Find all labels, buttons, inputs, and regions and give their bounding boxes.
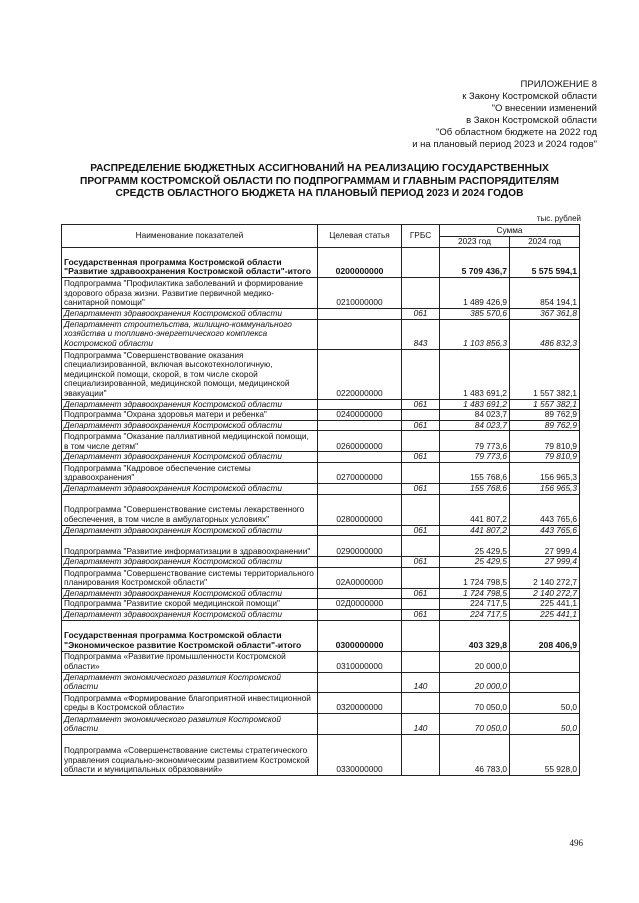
- cell-name: Департамент строительства, жилищно-коммунального хозяйства и топливно-энергетического комплекса Костромской области: [62, 319, 318, 349]
- cell-sum-2024: [510, 672, 580, 692]
- cell-grbs: 061: [402, 609, 440, 620]
- cell-target-code: 02Д0000000: [318, 599, 402, 610]
- cell-sum-2023: 84 023,7: [440, 410, 510, 421]
- cell-sum-2023: 25 429,5: [440, 536, 510, 557]
- cell-grbs: 061: [402, 452, 440, 463]
- cell-name: Подпрограмма "Оказание паллиативной медицинской помощи, в том числе детям": [62, 431, 318, 452]
- cell-target-code: [318, 609, 402, 620]
- cell-grbs: 061: [402, 483, 440, 494]
- page-number: 496: [569, 838, 583, 848]
- cell-name: Государственная программа Костромской области "Развитие здравоохранения Костромской области"-итого: [62, 248, 318, 278]
- subprogram-row: [62, 651, 580, 672]
- appendix-line: в Закон Костромской области: [466, 115, 597, 126]
- cell-name: Подпрограмма "Охрана здоровья матери и ребенка": [62, 410, 318, 421]
- appendix-line: "Об областном бюджете на 2022 год: [436, 127, 597, 138]
- cell-grbs: 061: [402, 557, 440, 568]
- cell-name: Подпрограмма «Развитие промышленности Костромской области»: [62, 651, 318, 672]
- cell-grbs: 061: [402, 399, 440, 410]
- subprogram-row: [62, 494, 580, 525]
- cell-grbs: 061: [402, 525, 440, 536]
- cell-name: Подпрограмма "Развитие информатизации в здравоохранении": [62, 536, 318, 557]
- cell-grbs: 061: [402, 309, 440, 320]
- department-row: [62, 713, 580, 734]
- subprogram-row: [62, 692, 580, 713]
- department-row: [62, 420, 580, 431]
- cell-sum-2023: 155 768,6: [440, 462, 510, 483]
- col-header-name: Наименование показателей: [62, 225, 318, 248]
- cell-sum-2024: 2 140 272,7: [510, 588, 580, 599]
- cell-sum-2023: 5 709 436,7: [440, 248, 510, 278]
- cell-sum-2024: 5 575 594,1: [510, 248, 580, 278]
- subprogram-row: [62, 536, 580, 557]
- cell-grbs: [402, 410, 440, 421]
- cell-name: Департамент здравоохранения Костромской области: [62, 309, 318, 320]
- cell-grbs: 140: [402, 672, 440, 692]
- cell-grbs: [402, 599, 440, 610]
- cell-target-code: [318, 309, 402, 320]
- cell-target-code: [318, 713, 402, 734]
- cell-sum-2024: 50,0: [510, 713, 580, 734]
- cell-name: Подпрограмма "Профилактика заболеваний и формирование здорового образа жизни. Развитие первичной медико-санитарной помощи": [62, 278, 318, 309]
- cell-grbs: [402, 494, 440, 525]
- cell-grbs: 061: [402, 420, 440, 431]
- cell-sum-2024: 486 832,3: [510, 319, 580, 349]
- subprogram-row: [62, 567, 580, 588]
- program-row: [62, 248, 580, 278]
- col-header-2024: 2024 год: [510, 237, 580, 248]
- col-header-grbs: ГРБС: [402, 225, 440, 248]
- document-title: [50, 163, 589, 201]
- cell-sum-2024: [510, 651, 580, 672]
- cell-sum-2024: 156 965,3: [510, 483, 580, 494]
- cell-name: Государственная программа Костромской области "Экономическое развитие Костромской области"-итого: [62, 620, 318, 651]
- cell-grbs: [402, 431, 440, 452]
- title-line: ПРОГРАММ КОСТРОМСКОЙ ОБЛАСТИ ПО ПОДПРОГРАММАМ И ГЛАВНЫМ РАСПОРЯДИТЕЛЯМ: [80, 175, 559, 187]
- cell-name: Департамент экономического развития Костромской области: [62, 672, 318, 692]
- cell-target-code: [318, 557, 402, 568]
- cell-grbs: [402, 734, 440, 775]
- subprogram-row: [62, 734, 580, 775]
- cell-target-code: [318, 588, 402, 599]
- cell-target-code: 0240000000: [318, 410, 402, 421]
- department-row: [62, 672, 580, 692]
- cell-grbs: [402, 349, 440, 399]
- department-row: [62, 609, 580, 620]
- cell-grbs: 140: [402, 713, 440, 734]
- cell-sum-2023: 79 773,6: [440, 431, 510, 452]
- cell-sum-2024: 1 557 382,1: [510, 399, 580, 410]
- cell-sum-2023: 441 807,2: [440, 525, 510, 536]
- cell-name: Подпрограмма "Совершенствование системы территориального планирования Костромской области": [62, 567, 318, 588]
- cell-sum-2024: 156 965,3: [510, 462, 580, 483]
- cell-name: Подпрограмма «Совершенствование системы стратегического управления социально-экономическим развитием Костромской области и муниципальных образований»: [62, 734, 318, 775]
- cell-grbs: 061: [402, 588, 440, 599]
- cell-sum-2024: 367 361,8: [510, 309, 580, 320]
- appendix-line: ПРИЛОЖЕНИЕ 8: [520, 79, 597, 90]
- budget-table: [61, 224, 580, 776]
- department-row: [62, 557, 580, 568]
- appendix-line: к Закону Костромской области: [462, 91, 597, 102]
- title-line: РАСПРЕДЕЛЕНИЕ БЮДЖЕТНЫХ АССИГНОВАНИЙ НА РЕАЛИЗАЦИЮ ГОСУДАРСТВЕННЫХ: [90, 163, 549, 174]
- cell-sum-2023: 79 773,6: [440, 452, 510, 463]
- cell-sum-2023: 385 570,6: [440, 309, 510, 320]
- cell-name: Подпрограмма "Совершенствование оказания специализированной, включая высокотехнологичную, медицинской помощи, скорой, в том числе скорой специализированной, медицинской помощи, медицинской эвакуации": [62, 349, 318, 399]
- cell-sum-2024: 89 762,9: [510, 420, 580, 431]
- cell-target-code: 0210000000: [318, 278, 402, 309]
- cell-name: Департамент здравоохранения Костромской области: [62, 609, 318, 620]
- cell-sum-2024: 55 928,0: [510, 734, 580, 775]
- cell-target-code: [318, 399, 402, 410]
- cell-sum-2024: 79 810,9: [510, 431, 580, 452]
- cell-sum-2024: 27 999,4: [510, 557, 580, 568]
- cell-target-code: [318, 672, 402, 692]
- cell-name: Департамент здравоохранения Костромской области: [62, 588, 318, 599]
- department-row: [62, 399, 580, 410]
- cell-name: Департамент здравоохранения Костромской области: [62, 452, 318, 463]
- department-row: [62, 319, 580, 349]
- cell-name: Департамент здравоохранения Костромской области: [62, 483, 318, 494]
- cell-sum-2023: 20 000,0: [440, 672, 510, 692]
- cell-target-code: 0260000000: [318, 431, 402, 452]
- department-row: [62, 483, 580, 494]
- cell-target-code: 0320000000: [318, 692, 402, 713]
- appendix-line: "О внесении изменений: [491, 103, 597, 114]
- cell-sum-2024: 2 140 272,7: [510, 567, 580, 588]
- cell-sum-2023: 403 329,8: [440, 620, 510, 651]
- program-row: [62, 620, 580, 651]
- cell-sum-2024: 50,0: [510, 692, 580, 713]
- cell-grbs: [402, 248, 440, 278]
- cell-target-code: 02А0000000: [318, 567, 402, 588]
- cell-sum-2023: 441 807,2: [440, 494, 510, 525]
- department-row: [62, 309, 580, 320]
- cell-grbs: [402, 620, 440, 651]
- cell-sum-2023: 1 724 798,5: [440, 588, 510, 599]
- cell-name: Департамент здравоохранения Костромской области: [62, 525, 318, 536]
- cell-target-code: 0300000000: [318, 620, 402, 651]
- cell-grbs: 843: [402, 319, 440, 349]
- appendix-line: и на плановый период 2023 и 2024 годов": [412, 139, 597, 150]
- cell-grbs: [402, 278, 440, 309]
- cell-sum-2023: 84 023,7: [440, 420, 510, 431]
- subprogram-row: [62, 349, 580, 399]
- cell-name: Департамент здравоохранения Костромской области: [62, 557, 318, 568]
- cell-target-code: [318, 452, 402, 463]
- cell-name: Департамент здравоохранения Костромской области: [62, 399, 318, 410]
- col-header-2023: 2023 год: [440, 237, 510, 248]
- cell-target-code: 0280000000: [318, 494, 402, 525]
- cell-sum-2023: 20 000,0: [440, 651, 510, 672]
- unit-label: тыс. рублей: [536, 214, 581, 223]
- col-header-code: Целевая статья: [318, 225, 402, 248]
- cell-name: Подпрограмма "Развитие скорой медицинской помощи": [62, 599, 318, 610]
- cell-sum-2024: 208 406,9: [510, 620, 580, 651]
- cell-sum-2024: 854 194,1: [510, 278, 580, 309]
- cell-sum-2023: 224 717,5: [440, 599, 510, 610]
- subprogram-row: [62, 278, 580, 309]
- cell-target-code: 0330000000: [318, 734, 402, 775]
- cell-name: Департамент экономического развития Костромской области: [62, 713, 318, 734]
- cell-name: Департамент здравоохранения Костромской области: [62, 420, 318, 431]
- department-row: [62, 452, 580, 463]
- cell-target-code: 0200000000: [318, 248, 402, 278]
- cell-grbs: [402, 692, 440, 713]
- cell-sum-2023: 1 483 691,2: [440, 349, 510, 399]
- cell-sum-2023: 1 483 691,2: [440, 399, 510, 410]
- cell-target-code: 0290000000: [318, 536, 402, 557]
- cell-grbs: [402, 651, 440, 672]
- subprogram-row: [62, 462, 580, 483]
- cell-sum-2024: 89 762,9: [510, 410, 580, 421]
- cell-target-code: [318, 483, 402, 494]
- appendix-header: [412, 79, 597, 151]
- cell-sum-2023: 155 768,6: [440, 483, 510, 494]
- department-row: [62, 525, 580, 536]
- budget-table-body: [62, 248, 580, 776]
- subprogram-row: [62, 431, 580, 452]
- cell-sum-2024: 225 441,1: [510, 599, 580, 610]
- cell-name: Подпрограмма "Совершенствование системы лекарственного обеспечения, в том числе в амбулаторных условиях": [62, 494, 318, 525]
- cell-target-code: 0270000000: [318, 462, 402, 483]
- cell-target-code: 0220000000: [318, 349, 402, 399]
- cell-sum-2024: 225 441,1: [510, 609, 580, 620]
- cell-sum-2024: 443 765,6: [510, 494, 580, 525]
- cell-sum-2023: 25 429,5: [440, 557, 510, 568]
- cell-target-code: [318, 525, 402, 536]
- cell-sum-2024: 27 999,4: [510, 536, 580, 557]
- col-header-sum: Сумма: [440, 225, 580, 237]
- cell-name: Подпрограмма "Кадровое обеспечение системы здравоохранения": [62, 462, 318, 483]
- cell-grbs: [402, 567, 440, 588]
- cell-target-code: 0310000000: [318, 651, 402, 672]
- cell-sum-2023: 224 717,5: [440, 609, 510, 620]
- cell-grbs: [402, 536, 440, 557]
- cell-sum-2023: 1 489 426,9: [440, 278, 510, 309]
- cell-sum-2023: 1 103 856,3: [440, 319, 510, 349]
- title-line: СРЕДСТВ ОБЛАСТНОГО БЮДЖЕТА НА ПЛАНОВЫЙ ПЕРИОД 2023 И 2024 ГОДОВ: [115, 188, 524, 199]
- cell-sum-2024: 1 557 382,1: [510, 349, 580, 399]
- cell-target-code: [318, 420, 402, 431]
- cell-sum-2023: 46 783,0: [440, 734, 510, 775]
- department-row: [62, 588, 580, 599]
- cell-target-code: [318, 319, 402, 349]
- subprogram-row: [62, 599, 580, 610]
- cell-name: Подпрограмма «Формирование благоприятной инвестиционной среды в Костромской области»: [62, 692, 318, 713]
- cell-grbs: [402, 462, 440, 483]
- cell-sum-2024: 79 810,9: [510, 452, 580, 463]
- subprogram-row: [62, 410, 580, 421]
- cell-sum-2023: 70 050,0: [440, 713, 510, 734]
- cell-sum-2024: 443 765,6: [510, 525, 580, 536]
- cell-sum-2023: 70 050,0: [440, 692, 510, 713]
- cell-sum-2023: 1 724 798,5: [440, 567, 510, 588]
